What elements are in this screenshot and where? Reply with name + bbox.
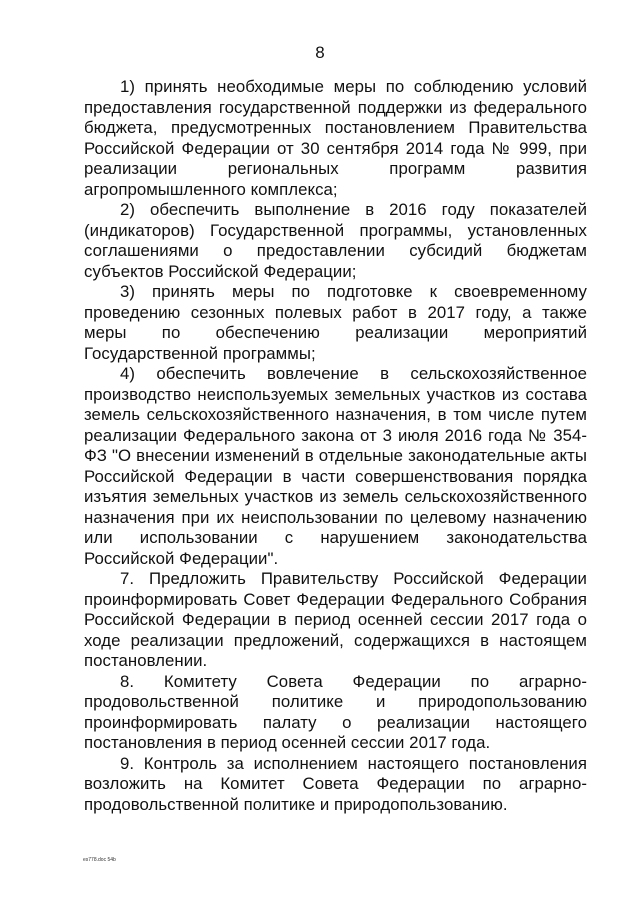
paragraph-8: 8. Комитету Совета Федерации по аграрно-продовольственной политике и природопользованию проинформировать палату о реализации настоящего постановления в период осенней сессии 2017 года. <box>84 671 587 752</box>
paragraph-item-3: 3) принять меры по подготовке к своевременному проведению сезонных полевых работ в 2017 году, а также меры по обеспечению реализации мероприятий Государственной программы; <box>84 282 587 363</box>
paragraph-item-1: 1) принять необходимые меры по соблюдению условий предоставления государственной поддержки из федерального бюджета, предусмотренных постановлением Правительства Российской Федерации от 30 сентября 2014 года № 999, при реализации региональных программ развития агропромышленного комплекса; <box>84 77 587 199</box>
footer-file-reference: es778.doc 54b <box>83 857 116 863</box>
paragraph-9: 9. Контроль за исполнением настоящего постановления возложить на Комитет Совета Федерации по аграрно-продовольственной политике и природопользованию. <box>84 753 587 814</box>
document-body <box>84 77 587 815</box>
paragraph-7: 7. Предложить Правительству Российской Федерации проинформировать Совет Федерации Федерального Собрания Российской Федерации в период осенней сессии 2017 года о ходе реализации предложений, содержащихся в настоящем постановлении. <box>84 569 587 670</box>
paragraph-item-4: 4) обеспечить вовлечение в сельскохозяйственное производство неиспользуемых земельных участков из состава земель сельскохозяйственного назначения, в том числе путем реализации Федерального закона от 3 июля 2016 года № 354-ФЗ "О внесении изменений в отдельные законодательные акты Российской Федерации в части совершенствования порядка изъятия земельных участков из земель сельскохозяйственного назначения при их неиспользовании по целевому назначению или использовании с нарушением законодательства Российской Федерации". <box>84 364 587 568</box>
page-number: 8 <box>315 43 325 62</box>
paragraph-item-2: 2) обеспечить выполнение в 2016 году показателей (индикаторов) Государственной программы, установленных соглашениями о предоставлении субсидий бюджетам субъектов Российской Федерации; <box>84 200 587 281</box>
